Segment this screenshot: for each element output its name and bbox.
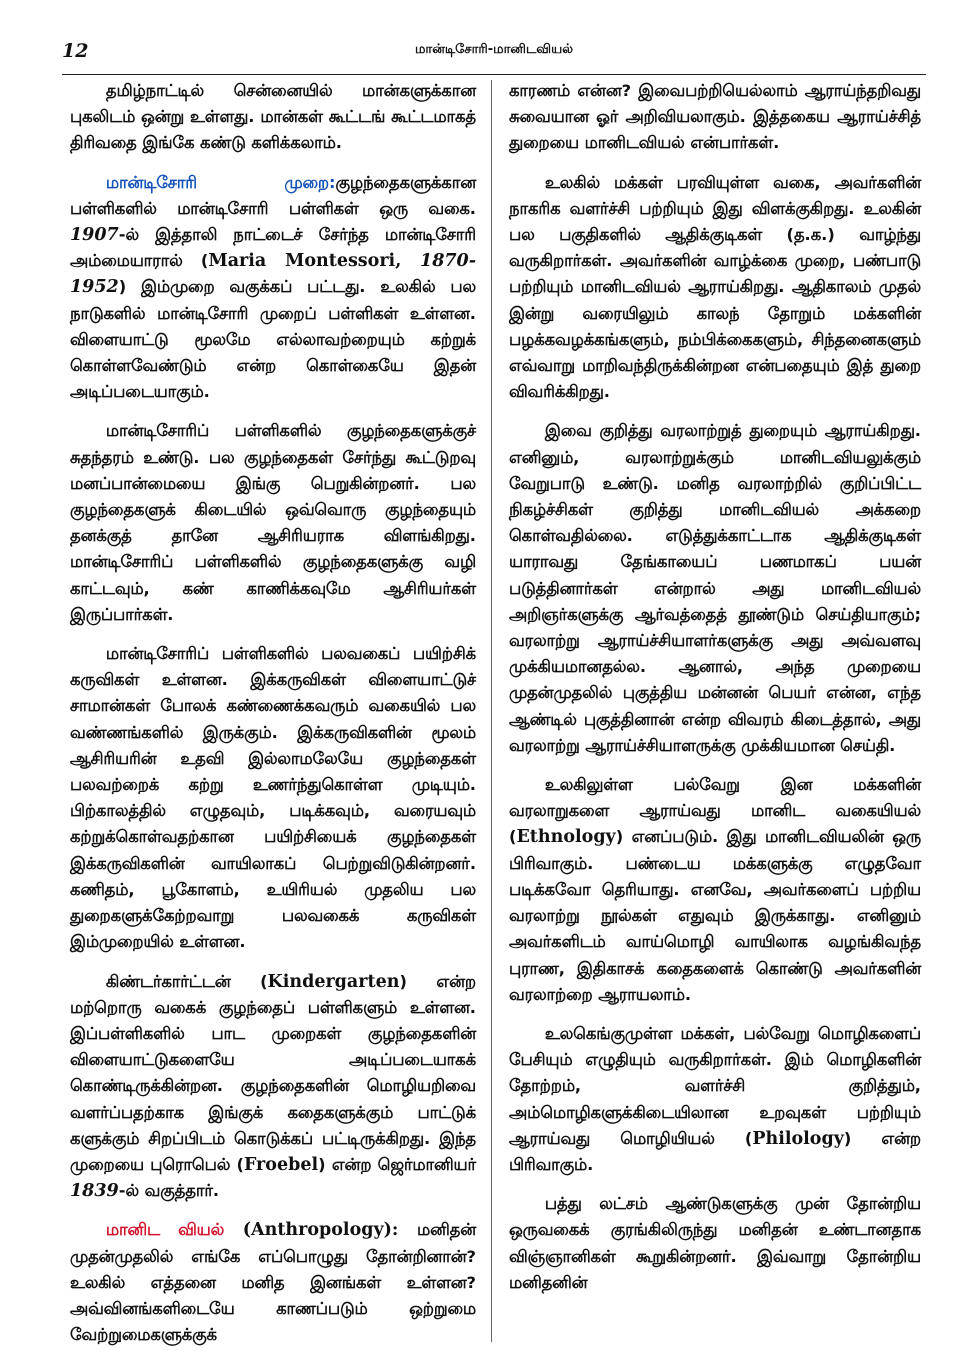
paragraph-text: ) என்ற மற்றொரு வகைக் குழந்தைப் பள்ளிகளும் உள்ளன. இப்பள்ளிகளில் பாட முறைகள் குழந்தைகளின் விளையாட்டுகளையே அடிப்படையாகக் கொண்டிருக்கின்றன. குழந்தைகளின் மொழியறிவை வளர்ப்பதற்காக இங்குக் கதைகளுக்கும் பாட்டுக் களுக்கும் சிறப்பிடம் கொடுக்கப் பட்டிருக்கிறது. இந்த முறையை புரொபெல் ( [70,971,477,1174]
paragraph-history-vs-anthropology: இவை குறித்து வரலாற்றுத் துறையும் ஆராய்கிறது. எனினும், வரலாற்றுக்கும் மானிடவியலுக்கும் வேறுபாடு உண்டு. மனித வரலாற்றில் குறிப்பிட்ட நிகழ்ச்சிகள் குறித்து மானிடவியல் அக்கறை கொள்வதில்லை. எடுத்துக்காட்டாக ஆதிக்குடிகள் யாராவது தேங்காயைப் பணமாகப் பயன் படுத்தினார்கள் என்றால் அது மானிடவியல் அறிஞர்களுக்கு ஆர்வத்தைத் தூண்டும் செய்தியாகும்; வரலாற்று ஆராய்ச்சியாளர்களுக்கு அது அவ்வளவு முக்கியமானதல்ல. ஆனால், அந்த முறையை முதன்முதலில் புகுத்திய மன்னன் பெயர் என்ன, எந்த ஆண்டில் புகுத்தினான் என்ற விவரம் கிடைத்தால், அது வரலாற்று ஆராய்ச்சியாளருக்கு முக்கியமான செய்தி. [509,421,921,755]
column-divider [491,80,492,1342]
paragraph-text: உலகிலுள்ள பல்வேறு இன மக்களின் வரலாறுகளை ஆராய்வது மானிட வகையியல் ( [509,775,921,847]
paragraph-text: ) என்ற பிரிவாகும். [509,1128,922,1174]
paragraph-text: மனிதன் முதன்முதலில் எங்கே எப்பொழுது தோன்றினான்? உலகில் எத்தனை மனித இனங்கள் உள்ளன? அவ்வினங்களிடையே காணப்படும் ஒற்றுமை வேற்றுமைகளுக்குக் [70,1220,476,1345]
latin-term: Ethnology [516,827,616,848]
paragraph-ethnology [509,772,921,1008]
paragraph-text: உலகெங்குமுள்ள மக்கள், பல்வேறு மொழிகளைப் பேசியும் எழுதியும் வருகிறார்கள். இம் மொழிகளின் தோற்றம், வளர்ச்சி குறித்தும், அம்மொழிகளுக்கிடையிலான உறவுகள் பற்றியும் ஆராய்வது மொழியியல் ( [509,1023,921,1148]
paragraph-spread-of-people: உலகில் மக்கள் பரவியுள்ள வகை, அவர்களின் நாகரிக வளர்ச்சி பற்றியும் இது விளக்குகிறது. உலகின் பல பகுதிகளில் ஆதிக்குடிகள் (த.க.) வாழ்ந்து வருகிறார்கள். அவர்களின் வாழ்க்கை முறை, பண்பாடு பற்றியும் மானிடவியல் ஆராய்கிறது. ஆதிகாலம் முதல் இன்று வரையிலும் காலந் தோறும் மக்களின் பழக்கவழக்கங்களும், நம்பிக்கைகளும், சிந்தனைகளும் எவ்வாறு மாறிவந்திருக்கின்றன என்பதையும் இத் துறை விவரிக்கிறது. [509,172,921,402]
paragraph-text: ) எனப்படும். இது மானிடவியலின் ஒரு பிரிவாகும். பண்டைய மக்களுக்கு எழுதவோ படிக்கவோ தெரியாது. எனவே, அவர்களைப் பற்றிய வரலாற்று நூல்கள் எதுவும் இருக்காது. எனினும் அவர்களிடம் வாய்மொழி வாயிலாக வழங்கிவந்த புராண, இதிகாசக் கதைகளைக் கொண்டு அவர்களின் வரலாற்றை ஆராயலாம். [509,827,921,1004]
paragraph-freedom: மான்டிசோரிப் பள்ளிகளில் குழந்தைகளுக்குச் சுதந்தரம் உண்டு. பல குழந்தைகள் சேர்ந்து கூட்டுறவு மனப்பான்மையை இங்கு பெறுகின்றனர். பல குழந்தைகளுக் கிடையில் ஒவ்வொரு குழந்தையும் தனக்குத் தானே ஆசிரியராக விளங்கிறது. மான்டிசோரிப் பள்ளிகளில் குழந்தைகளுக்கு வழி காட்டவும், கண் காணிக்கவுமே ஆசிரியர்கள் இருப்பார்கள். [70,421,476,624]
paragraph-human-origin: பத்து லட்சம் ஆண்டுகளுக்கு முன் தோன்றிய ஒருவகைக் குரங்கிலிருந்து மனிதன் உண்டானதாக விஞ்ஞானிகள் கூறுகின்றனர். இவ்வாறு தோன்றிய மனிதனின் [509,1194,921,1292]
paragraph-montessori-method [70,170,476,406]
paragraph-anthropology [70,1217,476,1348]
paragraph-text: -ல் வகுத்தார். [118,1181,220,1201]
paragraph-text: கிண்டர்கார்ட்டன் ( [105,971,268,991]
section-heading-montessori: மான்டிசோரி முறை: [105,172,336,192]
year-range-text: 1870-1952 [70,251,476,298]
page-number: 12 [62,40,89,62]
paragraph-anthropology-cont: காரணம் என்ன? இவைபற்றியெல்லாம் ஆராய்ந்தறிவது சுவையான ஓர் அறிவியலாகும். இத்தகைய ஆராய்ச்சித் துறையை மானிடவியல் என்பார்கள். [509,81,921,153]
right-column [509,78,921,1309]
paragraph-deer-sanctuary: தமிழ்நாட்டில் சென்னையில் மான்களுக்கான புகலிடம் ஒன்று உள்ளது. மான்கள் கூட்டங் கூட்டமாகத் திரிவதை இங்கே கண்டு களிக்கலாம். [70,81,476,153]
paragraph-text: ) இம்முறை வகுக்கப் பட்டது. உலகில் பல நாடுகளில் மான்டிசோரி முறைப் பள்ளிகள் உள்ளன. விளையாட்டு மூலமே எல்லாவற்றையும் கற்றுக் கொள்ளவேண்டும் என்ற கொள்கையே இதன் அடிப்படையாகும். [70,277,476,402]
latin-term: Froebel [243,1154,319,1175]
paragraph-training-tools: மான்டிசோரிப் பள்ளிகளில் பலவகைப் பயிற்சிக் கருவிகள் உள்ளன. இக்கருவிகள் விளையாட்டுச் சாமான்கள் போலக் கண்ணைக்கவரும் வகையில் பல வண்ணங்களில் இருக்கும். இக்கருவிகளின் மூலம் ஆசிரியரின் உதவி இல்லாமலேயே குழந்தைகள் பலவற்றைக் கற்று உணர்ந்துகொள்ள முடியும். பிற்காலத்தில் எழுதவும், படிக்கவும், வரையவும் கற்றுக்கொள்வதற்கான பயிற்சியைக் குழந்தைகள் இக்கருவிகளின் வாயிலாகப் பெற்றுவிடுகின்றனர். கணிதம், பூகோளம், உயிரியல் முதலிய பல துறைகளுக்கேற்றவாறு பலவகைக் கருவிகள் இம்முறையில் உள்ளன. [70,644,476,952]
year-text: 1839 [70,1181,119,1202]
latin-term: Philology [752,1128,844,1149]
paragraph-text: -ல் இத்தாலி நாட்டைச் சேர்ந்த மான்டிசோரி அம்மையாரால் ( [70,225,476,271]
running-title: மான்டிசோரி-மானிடவியல் [414,42,574,57]
paragraph-text: ) என்ற ஜெர்மானியர் [318,1154,476,1174]
latin-term: Maria Montessori, [208,251,421,272]
left-column [70,78,476,1361]
paragraph-text: குழந்தைகளுக்கான பள்ளிகளில் மான்டிசோரி பள்ளிகள் ஒரு வகை. [70,172,476,218]
paragraph-kindergarten [70,969,476,1205]
year-text: 1907 [70,225,119,246]
latin-term: (Anthropology): [224,1220,418,1241]
paragraph-philology [509,1021,921,1178]
latin-term: Kindergarten [267,971,400,992]
page-header [62,40,926,75]
section-heading-anthropology: மானிட வியல் [105,1220,225,1240]
